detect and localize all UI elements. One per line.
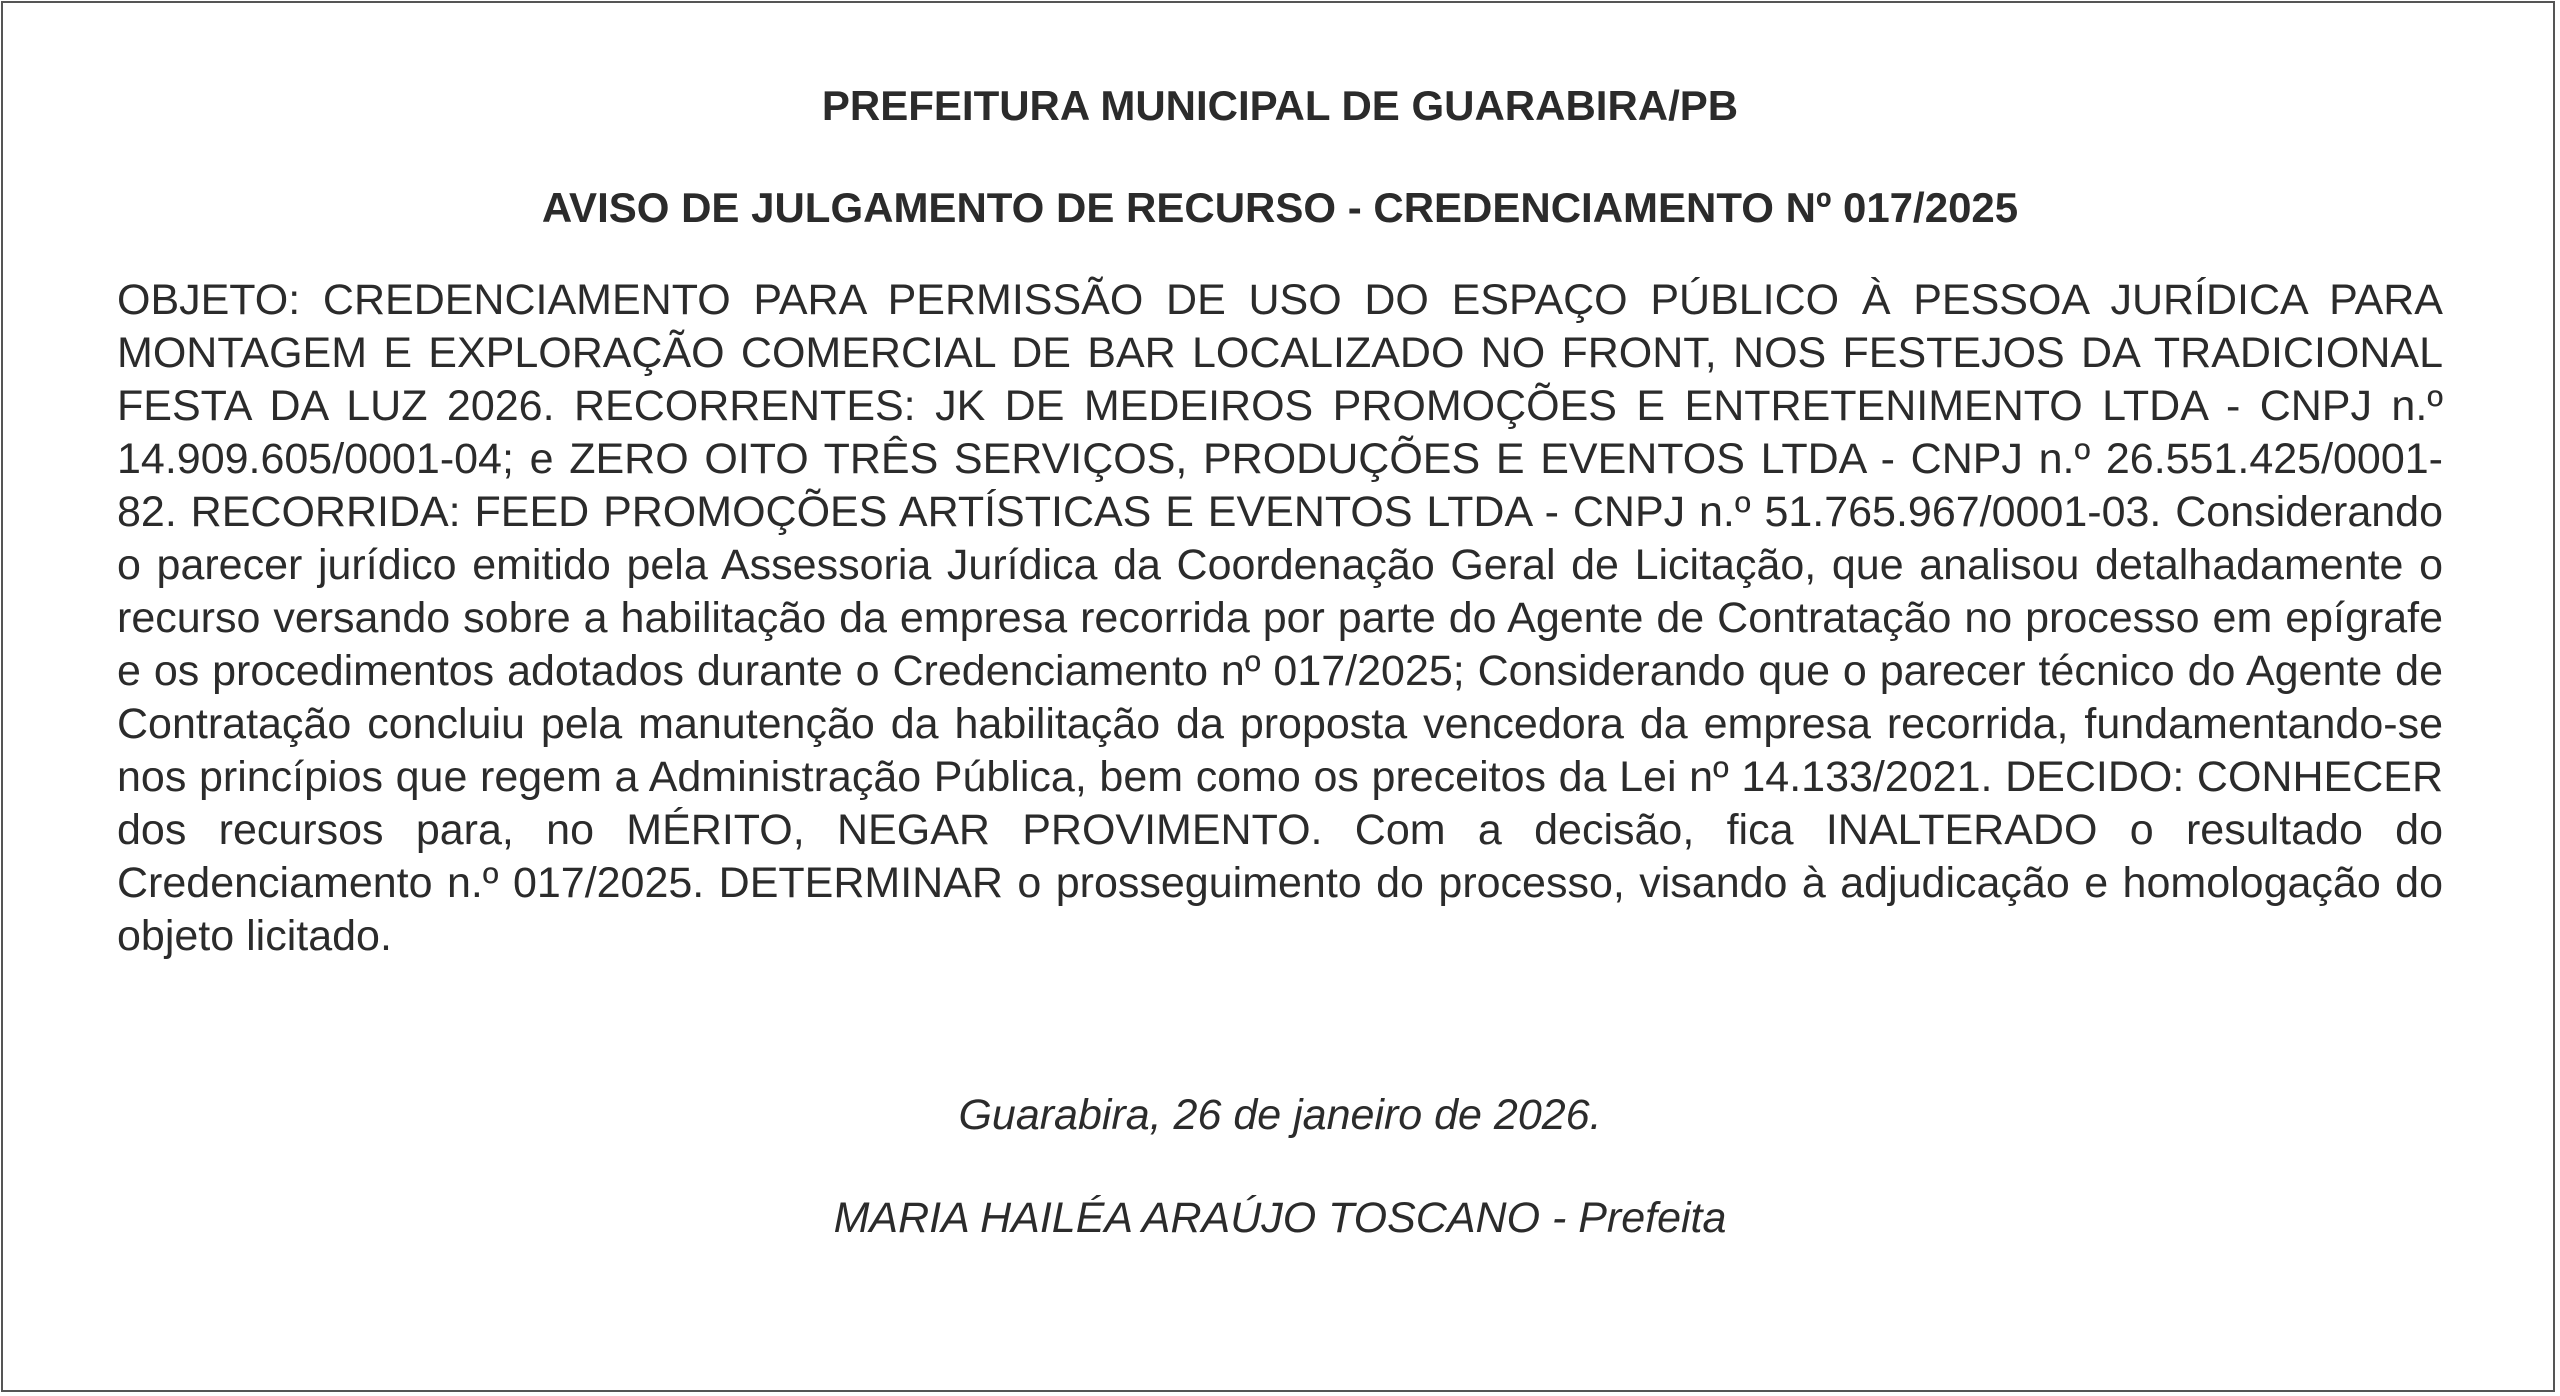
issuer-heading: PREFEITURA MUNICIPAL DE GUARABIRA/PB — [821, 82, 1739, 129]
signatory: MARIA HAILÉA ARAÚJO TOSCANO - Prefeita — [833, 1194, 1727, 1242]
notice-body-text: OBJETO: CREDENCIAMENTO PARA PERMISSÃO DE USO DO ESPAÇO PÚBLICO À PESSOA JURÍDICA PARA MONTAGEM E EXPLORAÇÃO COMERCIAL DE BAR LOCALIZADO NO FRONT, NOS FESTEJOS DA TRADICIONAL FESTA DA LUZ 2026. RECORRENTES: JK DE MEDEIROS PROMOÇÕES E ENTRETENIMENTO LTDA - CNPJ n.º 14.909.605/0001-04; e ZERO OITO TRÊS SERVIÇOS, PRODUÇÕES E EVENTOS LTDA - CNPJ n.º 26.551.425/0001-82. RECORRIDA: FEED PROMOÇÕES ARTÍSTICAS E EVENTOS LTDA - CNPJ n.º 51.765.967/0001-03. Considerando o parecer jurídico emitido pela Assessoria Jurídica da Coordenação Geral de Licitação, que analisou detalhadamente o recurso versando sobre a habilitação da empresa recorrida por parte do Agente de Contratação no processo em epígrafe e os procedimentos adotados durante o Credenciamento nº 017/2025; Considerando que o parecer técnico do Agente de Contratação concluiu pela manutenção da habilitação da proposta vencedora da empresa recorrida, fundamentando-se nos princípios que regem a Administração Pública, bem como os preceitos da Lei nº 14.133/2021. DECIDO: CONHECER dos recursos para, no MÉRITO, NEGAR PROVIMENTO. Com a decisão, fica INALTERADO o resultado do Credenciamento n.º 017/2025. DETERMINAR o prosseguimento do processo, visando à adjudicação e homologação do objeto licitado. — [117, 276, 2443, 960]
public-notice — [117, 80, 2443, 1245]
notice-title: AVISO DE JULGAMENTO DE RECURSO - CREDENCIAMENTO Nº 017/2025 — [541, 184, 2019, 231]
place-and-date: Guarabira, 26 de janeiro de 2026. — [958, 1091, 1602, 1139]
